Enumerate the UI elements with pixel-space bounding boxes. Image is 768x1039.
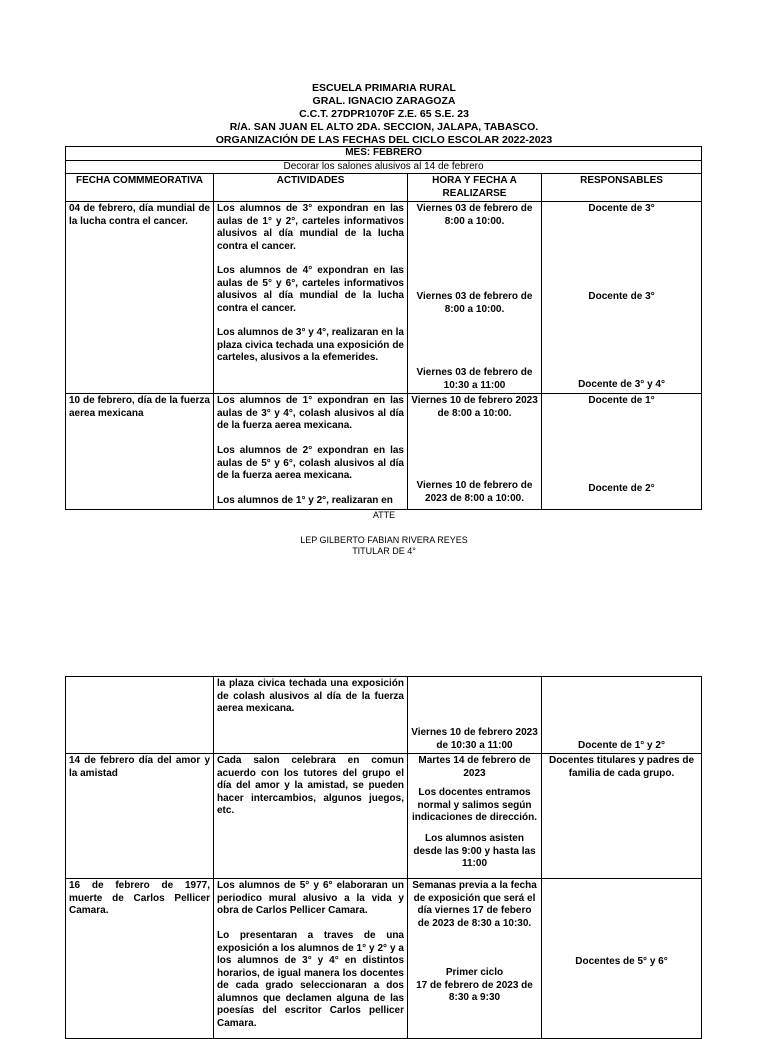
hora-cell: [408, 202, 542, 394]
col-header-hora: HORA Y FECHA A REALIZARSE: [408, 174, 542, 202]
closing-atte: ATTE: [372, 510, 396, 520]
responsible-text: Docentes de 5° y 6°: [575, 956, 668, 967]
schedule-text: Viernes 10 de febrero 2023 de 10:30 a 11:00: [411, 727, 538, 751]
schedule-text: Viernes 03 de febrero de 10:30 a 11:00: [416, 367, 533, 391]
responsables-cell: [542, 202, 702, 394]
actividades-cell: [214, 394, 408, 510]
signer-name: LEP GILBERTO FABIAN RIVERA REYES: [300, 535, 468, 545]
table-row: [66, 394, 702, 510]
document-title: ORGANIZACIÓN DE LAS FECHAS DEL CICLO ESCOLAR 2022-2023: [215, 134, 553, 146]
activity-text: Los alumnos de 2° expondran en las aulas de 5° y 6°, colash alusivos al día de la fuerza aerea mexicana.: [217, 445, 404, 481]
month-heading: MES: FEBRERO: [66, 147, 702, 161]
table-row: [66, 677, 702, 754]
activity-text: Los alumnos de 3° expondran en las aulas de 1° y 2°, carteles informativos alusivos al día mundial de la lucha contra el cancer.: [217, 203, 404, 252]
col-header-fecha: FECHA COMMMEORATIVA: [66, 174, 214, 202]
schedule-text: Primer ciclo 17 de febrero de 2023 de 8:30 a 9:30: [416, 967, 533, 1003]
fecha-cell: 10 de febrero, día de la fuerza aerea mexicana: [66, 394, 214, 510]
activity-text: Los alumnos de 5° y 6° elaboraran un periodico mural alusivo a la vida y obra de Carlos Pellicer Camara.: [217, 880, 404, 916]
school-patron: GRAL. IGNACIO ZARAGOZA: [312, 95, 456, 107]
schedule-text: Viernes 03 de febrero de 8:00 a 10:00.: [416, 203, 533, 227]
responsables-cell: [542, 394, 702, 510]
schedule-text: Los docentes entramos normal y salimos según indicaciones de dirección.: [411, 787, 538, 823]
responsible-text: Docente de 2°: [588, 483, 655, 494]
actividades-cell: la plaza civica techada una exposición de colash alusivos al día de la fuerza aerea mexicana.: [214, 677, 408, 754]
responsables-cell: [542, 677, 702, 754]
hora-cell: [408, 754, 542, 879]
schedule-text: Semanas previa a la fecha de exposición que será el día viernes 17 de febero de 2023 de 8:30 a 10:30.: [412, 880, 537, 929]
hora-cell: [408, 677, 542, 754]
activity-text: Lo presentaran a traves de una exposición a los alumnos de 1° y 2° y a los alumnos de 3° y 4° en distintos horarios, de igual manera los docentes de cada grado seleccionaran a dos alumnos que declamen alguna de las poesías del escritor Carlos pellicer Camara.: [217, 930, 404, 1029]
fecha-cell: [66, 677, 214, 754]
decoration-banner: Decorar los salones alusivos al 14 de febrero: [66, 160, 702, 174]
schedule-text: Martes 14 de febrero de 2023: [418, 755, 531, 779]
responsables-cell: Docentes titulares y padres de familia de cada grupo.: [542, 754, 702, 879]
responsables-cell: [542, 879, 702, 1039]
activity-text: Los alumnos de 3° y 4°, realizaran en la plaza civica techada una exposición de carteles, alusivos a la efemerides.: [217, 327, 404, 363]
table-row: [66, 754, 702, 879]
fecha-cell: 04 de febrero, día mundial de la lucha contra el cancer.: [66, 202, 214, 394]
activity-text: Los alumnos de 1° expondran en las aulas de 3° y 4°, colash alusivos al día de la fuerza aerea mexicana.: [217, 395, 404, 431]
school-name: ESCUELA PRIMARIA RURAL: [312, 82, 456, 94]
schedule-table-page1: [65, 146, 702, 510]
col-header-actividades: ACTIVIDADES: [214, 174, 408, 202]
activity-text: Los alumnos de 1° y 2°, realizaran en: [217, 495, 393, 506]
hora-cell: [408, 879, 542, 1039]
schedule-table-page2: [65, 676, 702, 1039]
activity-text: Los alumnos de 4° expondran en las aulas de 5° y 6°, carteles informativos alusivos al día mundial de la lucha contra el cancer.: [217, 265, 404, 314]
schedule-text: Viernes 10 de febrero de 2023 de 8:00 a 10:00.: [416, 480, 533, 504]
table-row: [66, 202, 702, 394]
schedule-text: Viernes 03 de febrero de 8:00 a 10:00.: [416, 291, 533, 315]
schedule-text: Los alumnos asisten desde las 9:00 y hasta las 11:00: [413, 833, 536, 869]
school-codes: C.C.T. 27DPR1070F Z.E. 65 S.E. 23: [299, 108, 469, 120]
table-row: [66, 879, 702, 1039]
responsible-text: Docente de 3°: [588, 291, 655, 302]
actividades-cell: [214, 879, 408, 1039]
school-address: R/A. SAN JUAN EL ALTO 2DA. SECCION, JALAPA, TABASCO.: [229, 121, 539, 133]
fecha-cell: 16 de febrero de 1977, muerte de Carlos Pellicer Camara.: [66, 879, 214, 1039]
actividades-cell: Cada salon celebrara en comun acuerdo con los tutores del grupo el día del amor y la amistad, se pueden hacer intercambios, algunos juegos, etc.: [214, 754, 408, 879]
school-header: [0, 82, 768, 147]
responsible-text: Docente de 1°: [588, 395, 655, 406]
responsible-text: Docente de 3° y 4°: [578, 379, 665, 390]
col-header-responsables: RESPONSABLES: [542, 174, 702, 202]
fecha-cell: 14 de febrero día del amor y la amistad: [66, 754, 214, 879]
signer-title: TITULAR DE 4°: [352, 546, 416, 556]
actividades-cell: [214, 202, 408, 394]
responsible-text: Docente de 1° y 2°: [578, 740, 665, 751]
schedule-text: Viernes 10 de febrero 2023 de 8:00 a 10:00.: [411, 395, 538, 419]
responsible-text: Docente de 3°: [588, 203, 655, 214]
hora-cell: [408, 394, 542, 510]
